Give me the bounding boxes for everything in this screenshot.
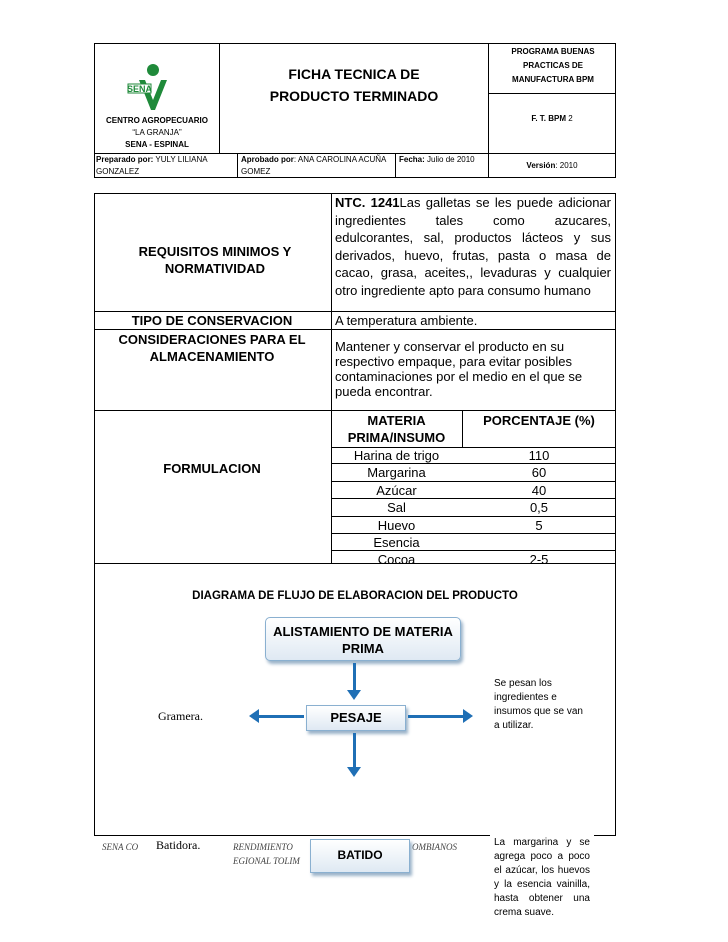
version-label: Versión (526, 161, 556, 170)
table-row (331, 482, 616, 499)
form-label: FORMULACION (163, 461, 261, 476)
arrow-left (258, 715, 304, 718)
arrow-left-head (249, 709, 259, 723)
ingredient-pct: 2-5 (529, 552, 549, 568)
version (489, 161, 615, 170)
table-row (331, 517, 616, 534)
req-label: REQUISITOS MINIMOS Y NORMATIVIDAD (138, 244, 292, 276)
step-alistamiento (265, 617, 461, 661)
arrow-right-head (463, 709, 473, 723)
cons-value: A temperatura ambiente. (335, 313, 478, 328)
ingredient-pct: 40 (531, 482, 547, 498)
doc-code-label: F. T. BPM (531, 114, 566, 123)
version-value: : 2010 (555, 161, 578, 170)
table-divider (94, 329, 616, 330)
step-pesaje (306, 705, 406, 731)
prepared-label: Preparado por: (96, 155, 154, 164)
alm-label: CONSIDERACIONES PARA EL ALMACENAMIENTO (118, 332, 306, 364)
table-row (331, 551, 616, 568)
ingredient-pct: 0,5 (529, 500, 549, 516)
doc-code (489, 114, 615, 123)
date-value: Julio de 2010 (427, 155, 475, 164)
table-row (331, 534, 616, 551)
prepared-value: YULY LILIANA GONZALEZ (96, 155, 208, 176)
header-divider (395, 153, 396, 178)
logo-text: SENA (127, 84, 153, 94)
approved-by (241, 154, 393, 178)
col-pct: PORCENTAJE (%) (483, 413, 595, 428)
ingredient-pct: 60 (531, 465, 547, 481)
right-note-pesaje: Se pesan los ingredientes e insumos que se van a utilizar. (494, 678, 583, 731)
footer-right: OMBIANOS (412, 842, 457, 852)
table-row (331, 499, 616, 516)
date (399, 154, 485, 166)
center-name: CENTRO AGROPECUARIO (106, 116, 208, 125)
req-ntc: NTC. 1241 (335, 195, 400, 210)
footer-mid1: RENDIMIENTO (233, 842, 293, 852)
doc-code-num: 2 (568, 114, 573, 123)
approved-value: : ANA CAROLINA ACUÑA GOMEZ (241, 155, 386, 176)
table-divider (94, 410, 616, 411)
ingredient-name: Margarina (367, 465, 426, 481)
arrow-down-2-head (347, 767, 361, 777)
left-note-pesaje: Gramera. (158, 709, 203, 723)
header-divider (237, 153, 238, 178)
arrow-down-1-head (347, 690, 361, 700)
header-divider (488, 43, 489, 178)
ingredient-name: Harina de trigo (353, 448, 440, 463)
ingredient-name: Esencia (373, 535, 420, 550)
req-text (335, 194, 611, 300)
footer-left: SENA CO (102, 842, 139, 852)
step-alistamiento-label: ALISTAMIENTO DE MATERIA PRIMA (273, 624, 453, 656)
approved-label: Aprobado por (241, 155, 294, 164)
program-name: PROGRAMA BUENAS PRACTICAS DE MANUFACTURA BPM (511, 47, 595, 84)
doc-title-line2: PRODUCTO TERMINADO (269, 88, 439, 104)
arrow-down-1 (353, 663, 356, 692)
ingredient-name: Huevo (377, 517, 416, 533)
left-note-batido: Batidora. (156, 838, 201, 852)
diagram-title: DIAGRAMA DE FLUJO DE ELABORACION DEL PRODUCTO (192, 590, 518, 602)
ingredient-name: Cocoa (377, 552, 416, 568)
footer-mid2: EGIONAL TOLIM (233, 856, 300, 866)
alm-value: Mantener y conservar el producto en su respectivo empaque, para evitar posibles contaminaciones por el medio en el que se pueda encontrar. (335, 339, 583, 399)
ingredient-pct: 110 (528, 448, 550, 463)
sena-logo (127, 62, 185, 112)
header-divider (488, 93, 616, 94)
ingredient-name: Sal (387, 500, 406, 516)
date-label: Fecha: (399, 155, 425, 164)
ingredient-pct: 5 (535, 517, 543, 533)
req-body: Las galletas se les puede adicionar ingredientes tales como azucares, edulcorantes, sal, productos lácteos y sus derivados, huevo, frutas, pasta o masa de cacao, grasa, aceites,, levaduras y cualquier otro ingrediente apto para consumo humano (335, 195, 611, 298)
arrow-right (408, 715, 464, 718)
center-city: SENA - ESPINAL (125, 140, 189, 149)
ingredient-name: Azúcar (376, 482, 417, 498)
step-batido-label: BATIDO (337, 848, 383, 862)
cons-label: TIPO DE CONSERVACION (131, 313, 293, 328)
prepared-by (96, 154, 236, 178)
table-row (331, 464, 616, 481)
doc-title-line1: FICHA TECNICA DE (288, 66, 420, 82)
center-sub: “LA GRANJA” (132, 128, 182, 137)
table-row (331, 447, 616, 464)
arrow-down-2 (353, 733, 356, 769)
col-mp: MATERIA PRIMA/INSUMO (347, 413, 446, 445)
step-batido (310, 839, 410, 873)
step-pesaje-label: PESAJE (330, 710, 382, 725)
right-note-batido: La margarina y se agrega poco a poco el azúcar, los huevos y la esencia vainilla, hasta obtener una crema suave. (494, 837, 590, 918)
